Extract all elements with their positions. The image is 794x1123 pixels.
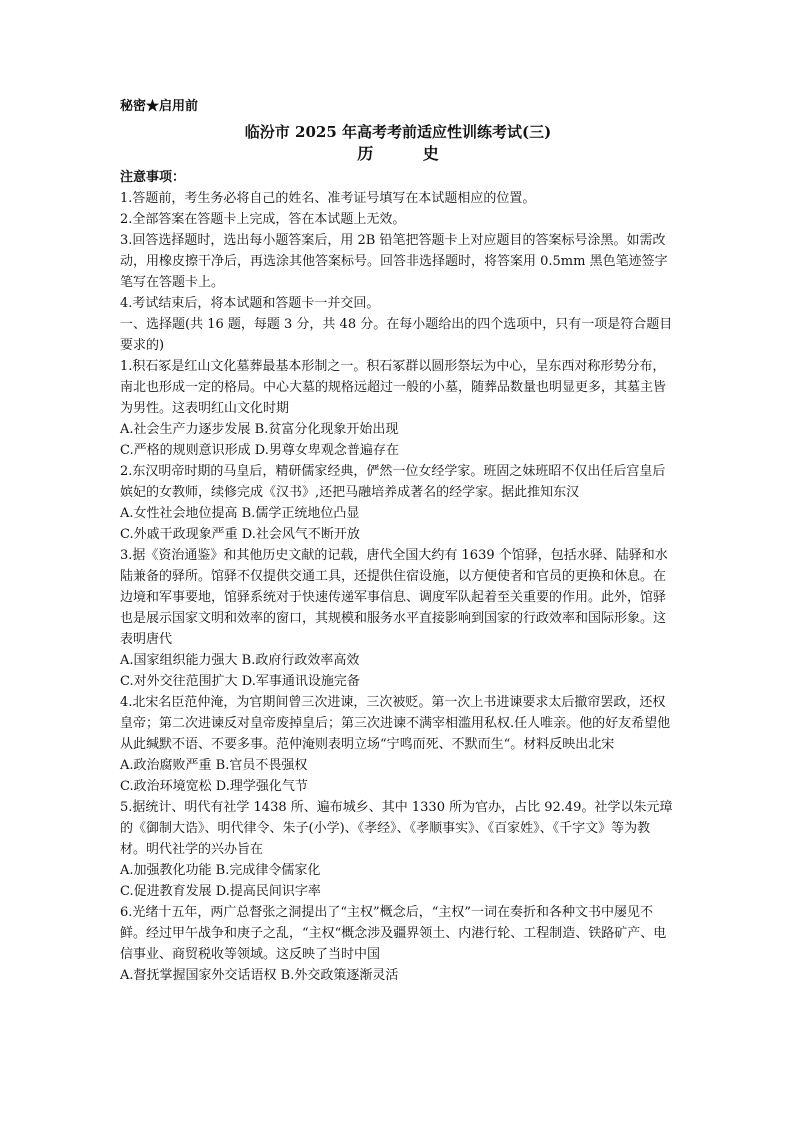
- question-options: A.加强教化功能 B.完成律令儒家化: [120, 863, 321, 878]
- question-stem: 2.东汉明帝时期的马皇后，精研儒家经典，俨然一位女经学家。班固之妹班昭不仅出任后宫皇后嫔妃的女教师，续修完成《汉书》,还把马融培养成著名的经学家。据此推知东汉: [120, 464, 666, 500]
- question-options: A.政治腐败严重 B.官员不畏强权: [120, 758, 308, 773]
- question-stem: 1.积石冢是红山文化墓葬最基本形制之一。积石冢群以圆形祭坛为中心，呈东西对称形势分布，南北也形成一定的格局。中心大墓的规格远超过一般的小墓，随葬品数量也明显更多，其墓主皆为男性。这表明红山文化时期: [120, 359, 667, 416]
- question-options: C.促进教育发展 D.提高民间识字率: [120, 884, 321, 899]
- exam-page: [120, 96, 676, 986]
- subject-title: 历 史: [357, 144, 461, 163]
- notice-item: 4.考试结束后，将本试题和答题卡一并交回。: [120, 296, 380, 311]
- question-stem: 3.据《资治通鉴》和其他历史文献的记载，唐代全国大约有 1639 个馆驿，包括水驿、陆驿和水陆兼备的驿所。馆驿不仅提供交通工具，还提供住宿设施，以方便使者和官员的更换和休息。在边境和军事要地，馆驿系统对于快速传递军事信息、调度军队起着至关重要的作用。此外，馆驿也是展示国家文明和效率的窗口，其规模和服务水平直接影响到国家的行政效率和国际形象。这表明唐代: [120, 548, 668, 647]
- section-intro: 一、选择题(共 16 题，每题 3 分，共 48 分。在每小题给出的四个选项中，只有一项是符合题目要求的): [120, 317, 673, 353]
- notice-item: 2.全部答案在答题卡上完成，答在本试题上无效。: [120, 212, 406, 227]
- question-options: C.政治环境宽松 D.理学强化气节: [120, 779, 308, 794]
- question-stem: 4.北宋名臣范仲淹，为官期间曾三次进谏，三次被贬。第一次上书进谏要求太后撤帘罢政，还权皇帝；第二次进谏反对皇帝废掉皇后；第三次进谏不满宰相滥用私权.任人唯亲。他的好友希望他从此缄默不语、不要多事。范仲淹则表明立场“宁鸣而死、不默而生“。材料反映出北宋: [120, 695, 671, 752]
- question-options: A.社会生产力逐步发展 B.贫富分化现象开始出现: [120, 422, 399, 437]
- notice-item: 3.回答选择题时，选出每小题答案后，用 2B 铅笔把答题卡上对应题目的答案标号涂黑。如需改动，用橡皮擦干净后，再选涂其他答案标号。回答非选择题时，将答案用 0.5mm 黑色笔迹签字笔写在答题卡上。: [120, 233, 668, 290]
- question-options: A.女性社会地位提高 B.儒学正统地位凸显: [120, 506, 360, 521]
- question-options: C.外戚干政现象严重 D.社会风气不断开放: [120, 527, 360, 542]
- question-stem: 6.光绪十五年，两广总督张之洞提出了“主权”概念后，“主权”一词在奏折和各种文书中屡见不鲜。经过甲午战争和庚子之乱，“主权“概念涉及疆界领土、内港行轮、工程制造、铁路矿产、电信事业、商贸税收等领域。这反映了当时中国: [120, 905, 667, 962]
- question-options: C.对外交往范围扩大 D.军事通讯设施完备: [120, 674, 360, 689]
- notice-item: 1.答题前，考生务必将自己的姓名、准考证号填写在本试题相应的位置。: [120, 191, 536, 206]
- exam-title: 临汾市 2025 年高考考前适应性训练考试(三): [244, 123, 552, 141]
- question-options: A.国家组织能力强大 B.政府行政效率高效: [120, 653, 360, 668]
- question-stem: 5.据统计、明代有社学 1438 所、遍布城乡、其中 1330 所为官办，占比 92.49。社学以朱元璋的《御制大诰》、明代律令、朱子(小学)、《孝经》、《孝顺事实》、《百家姓》、《千字文》等为教材。明代社学的兴办旨在: [120, 800, 673, 857]
- notice-heading: 注意事项：: [120, 170, 186, 185]
- question-options: A.督抚掌握国家外交话语权 B.外交政策逐渐灵活: [120, 968, 399, 983]
- question-options: C.严格的规则意识形成 D.男尊女卑观念普遍存在: [120, 443, 399, 458]
- confidential-label: 秘密★启用前: [120, 99, 199, 114]
